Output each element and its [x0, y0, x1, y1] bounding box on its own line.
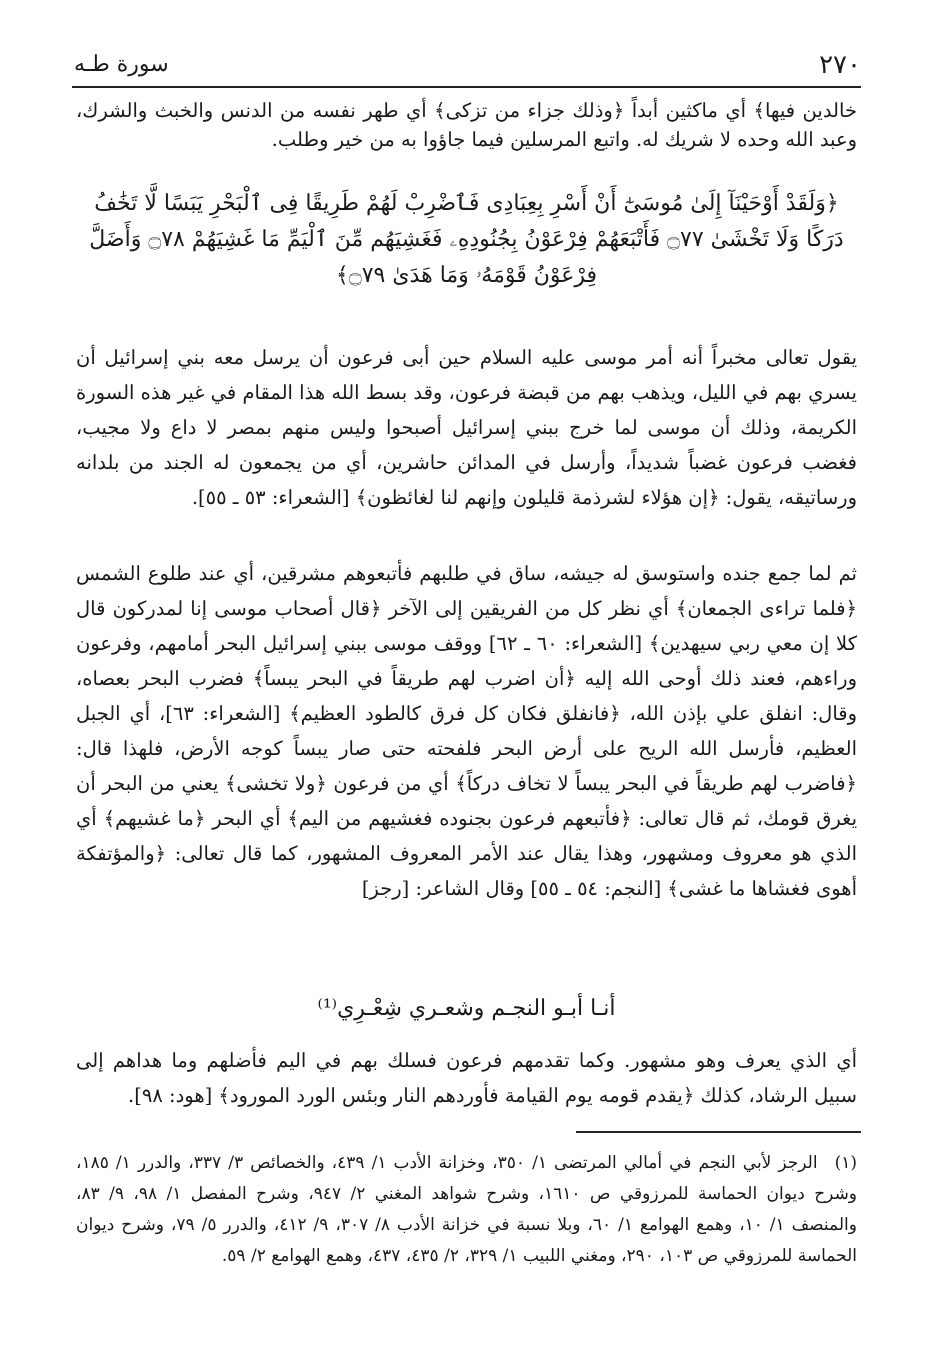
- footnote-divider: [576, 1131, 861, 1133]
- footnote-number: (١): [834, 1153, 858, 1173]
- intro-text: خالدين فيها﴾ أي ماكثين أبداً ﴿وذلك جزاء من تزكى﴾ أي طهر نفسه من الدنس والخبث والشرك، وعبد الله وحده لا شريك له. واتبع المرسلين فيما جاؤوا به من خير وطلب.: [76, 99, 857, 151]
- page-number: ٢٧٠: [819, 50, 861, 80]
- paragraph-2-text: ثم لما جمع جنده واستوسق له جيشه، ساق في طلبهم فأتبعوهم مشرقين، أي عند طلوع الشمس ﴿فلما تراءى الجمعان﴾ أي نظر كل من الفريقين إلى الآخر ﴿قال أصحاب موسى إنا لمدركون قال كلا إن معي ربي سيهدين﴾ [الشعراء: ٦٠ ـ ٦٢] ووقف موسى ببني إسرائيل البحر أمامهم، وفرعون وراءهم، فعند ذلك أوحى الله إليه ﴿أن اضرب لهم طريقاً في البحر يبساً﴾ فضرب البحر بعصاه، وقال: انفلق علي بإذن الله، ﴿فانفلق فكان كل فرق كالطود العظيم﴾ [الشعراء: ٦٣]، أي الجبل العظيم، فأرسل الله الريح على أرض البحر فلفحته حتى صار يبساً كوجه الأرض، فلهذا قال: ﴿فاضرب لهم طريقاً في البحر يبساً لا تخاف دركاً﴾ أي من فرعون ﴿ولا تخشى﴾ يعني من البحر أن يغرق قومك، ثم قال تعالى: ﴿فأتبعهم فرعون بجنوده فغشيهم من اليم﴾ أي البحر ﴿ما غشيهم﴾ أي الذي هو معروف ومشهور، وهذا يقال عند الأمر المعروف المشهور، كما قال تعالى: ﴿والمؤتفكة أهوى فغشاها ما غشى﴾ [النجم: ٥٤ ـ ٥٥] وقال الشاعر: [رجز]: [76, 562, 858, 900]
- commentary-paragraph-3: [76, 1043, 857, 1113]
- quran-verse-text: ﴿وَلَقَدْ أَوْحَيْنَآ إِلَىٰ مُوسَىٰٓ أَنْ أَسْرِ بِعِبَادِى فَٱضْرِبْ لَهُمْ طَرِيقًا فِى ٱلْبَحْرِ يَبَسًا لَّا تَخَٰفُ دَرَكًا وَلَا تَخْشَىٰ ۝٧٧ فَأَتْبَعَهُمْ فِرْعَوْنُ بِجُنُودِهِۦ فَغَشِيَهُم مِّنَ ٱلْيَمِّ مَا غَشِيَهُمْ ۝٧٨ وَأَضَلَّ فِرْعَوْنُ قَوْمَهُۥ وَمَا هَدَىٰ ۝٧٩﴾: [89, 191, 844, 288]
- quran-verse: [76, 186, 857, 294]
- commentary-paragraph-1: [76, 340, 857, 515]
- footnote-text: الرجز لأبي النجم في أمالي المرتضى ١/ ٣٥٠، وخزانة الأدب ١/ ٤٣٩، والخصائص ٣/ ٣٣٧، والدرر ١/ ١٨٥، وشرح ديوان الحماسة للمرزوقي ص ١٦١٠، وشرح شواهد المغني ٢/ ٩٤٧، وشرح المفصل ١/ ٩٨، ٩/ ٨٣، والمنصف ١/ ١٠، وهمع الهوامع ١/ ٦٠، وبلا نسبة في خزانة الأدب ٨/ ٣٠٧، ٩/ ٤١٢، والدرر ٥/ ٧٩، وشرح ديوان الحماسة للمرزوقي ص ١٠٣، ٢٩٠، ومغني اللبيب ١/ ٣٢٩، ٢/ ٤٣٥، ٤٣٧، وهمع الهوامع ٢/ ٥٩.: [76, 1153, 858, 1266]
- page-header: [72, 48, 861, 88]
- paragraph-3-text: أي الذي يعرف وهو مشهور. وكما تقدمهم فرعون فسلك بهم في اليم فأضلهم وما هداهم إلى سبيل الرشاد، كذلك ﴿يقدم قومه يوم القيامة فأوردهم النار وبئس الورد المورود﴾ [هود: ٩٨].: [76, 1049, 857, 1107]
- paragraph-1-text: يقول تعالى مخبراً أنه أمر موسى عليه السلام حين أبى فرعون أن يرسل معه بني إسرائيل أن يسري بهم في الليل، ويذهب بهم من قبضة فرعون، وقد بسط الله هذا المقام في غير هذه السورة الكريمة، وذلك أن موسى لما خرج ببني إسرائيل أصبحوا وليس منهم بمصر لا داع ولا مجيب، فغضب فرعون غضباً شديداً، وأرسل في المدائن حاشرين، أي من يجمعون له الجند من بلدانه ورساتيقه، يقول: ﴿إن هؤلاء لشرذمة قليلون وإنهم لنا لغائظون﴾ [الشعراء: ٥٣ ـ ٥٥].: [76, 346, 857, 509]
- surah-name: سورة طـه: [74, 52, 169, 77]
- poetry-line-text: أنـا أبـو النجـم وشعـري شِعْـرِي⁽¹⁾: [317, 996, 616, 1021]
- footnote: [76, 1148, 857, 1272]
- commentary-paragraph-2: [76, 556, 857, 906]
- intro-paragraph: [76, 96, 857, 154]
- poetry-line: [76, 996, 857, 1021]
